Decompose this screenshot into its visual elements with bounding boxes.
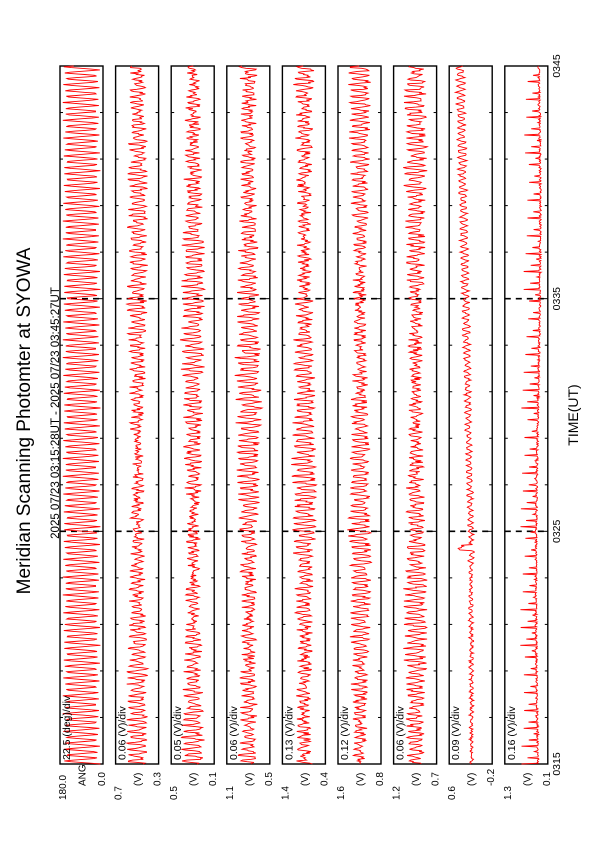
channel-label-ch7: (V) (466, 772, 478, 786)
time-range-label: 2025 07/23 03:15:28UT - 2025 07/23 03:45:27UT (50, 287, 62, 539)
ymax-label-angle: 180.0 (58, 774, 69, 800)
channel-label-ch6: (V) (411, 772, 423, 786)
trace-ch2 (180, 66, 205, 764)
ymax-label-ch5: 1.6 (336, 786, 347, 800)
trace-ch5 (347, 66, 371, 764)
scale-label-ch8: 0.16 (V)/div (505, 706, 518, 760)
trace-ch1 (127, 66, 148, 764)
scale-label-ch7: 0.09 (V)/div (450, 706, 463, 760)
ymin-label-ch3: 0.5 (263, 772, 275, 786)
figure-title: Meridian Scanning Photomter at SYOWA (14, 247, 35, 595)
ymax-label-ch2: 0.5 (169, 786, 181, 800)
scale-label-ch4: 0.13 (V)/div (283, 706, 296, 760)
scale-label-ch2: 0.05 (V)/div (172, 706, 185, 760)
scale-label-ch1: 0.06 (V)/div (116, 706, 129, 760)
ymin-label-ch1: 0.3 (152, 772, 164, 786)
channel-label-ch2: (V) (188, 772, 200, 786)
x-tick-label-0345: 0345 (550, 54, 563, 78)
ymax-label-ch8: 1.3 (502, 786, 514, 800)
channel-label-ch1: (V) (133, 772, 145, 786)
x-tick-label-0315: 0315 (550, 752, 563, 776)
ymin-label-ch5: 0.8 (375, 772, 386, 786)
panel-frame-ch8 (505, 66, 548, 764)
panel-frame-ch2 (171, 66, 214, 764)
x-axis-label: TIME(UT) (565, 384, 581, 446)
ymin-label-angle: 0.0 (97, 772, 108, 786)
trace-ch8 (520, 66, 541, 764)
trace-angle (63, 66, 101, 764)
x-tick-label-0335: 0335 (550, 286, 563, 311)
panels-layer (60, 66, 548, 764)
trace-ch7 (456, 66, 475, 764)
x-tick-label-0325: 0325 (550, 519, 563, 544)
ymin-label-ch2: 0.1 (208, 772, 220, 786)
ymax-label-ch3: 1.1 (224, 786, 236, 800)
trace-ch4 (291, 66, 316, 764)
ymin-label-ch4: 0.4 (319, 772, 331, 786)
channel-label-ch4: (V) (299, 772, 311, 786)
ymax-label-ch1: 0.7 (113, 786, 125, 800)
channel-label-ch8: (V) (522, 772, 534, 786)
scale-label-ch5: 0.12 (V)/div (339, 706, 351, 760)
ymin-label-ch8: 0.1 (541, 772, 553, 786)
channel-label-ch5: (V) (355, 772, 367, 786)
ymin-label-ch7: -0.2 (486, 768, 498, 786)
scale-label-ch6: 0.06 (V)/div (394, 706, 407, 760)
trace-ch6 (403, 66, 427, 764)
ymax-label-ch7: 0.6 (447, 786, 459, 800)
channel-label-angle: ANG (77, 764, 89, 786)
text-layer (14, 54, 581, 800)
channel-label-ch3: (V) (244, 772, 256, 786)
scale-label-ch3: 0.06 (V)/div (227, 706, 240, 760)
ymin-label-ch6: 0.7 (430, 772, 442, 786)
ymax-label-ch6: 1.2 (391, 786, 403, 800)
trace-ch3 (235, 66, 262, 764)
ymax-label-ch4: 1.4 (280, 786, 292, 800)
scale-label-angle: 22.5 (deg)/div (61, 695, 73, 760)
